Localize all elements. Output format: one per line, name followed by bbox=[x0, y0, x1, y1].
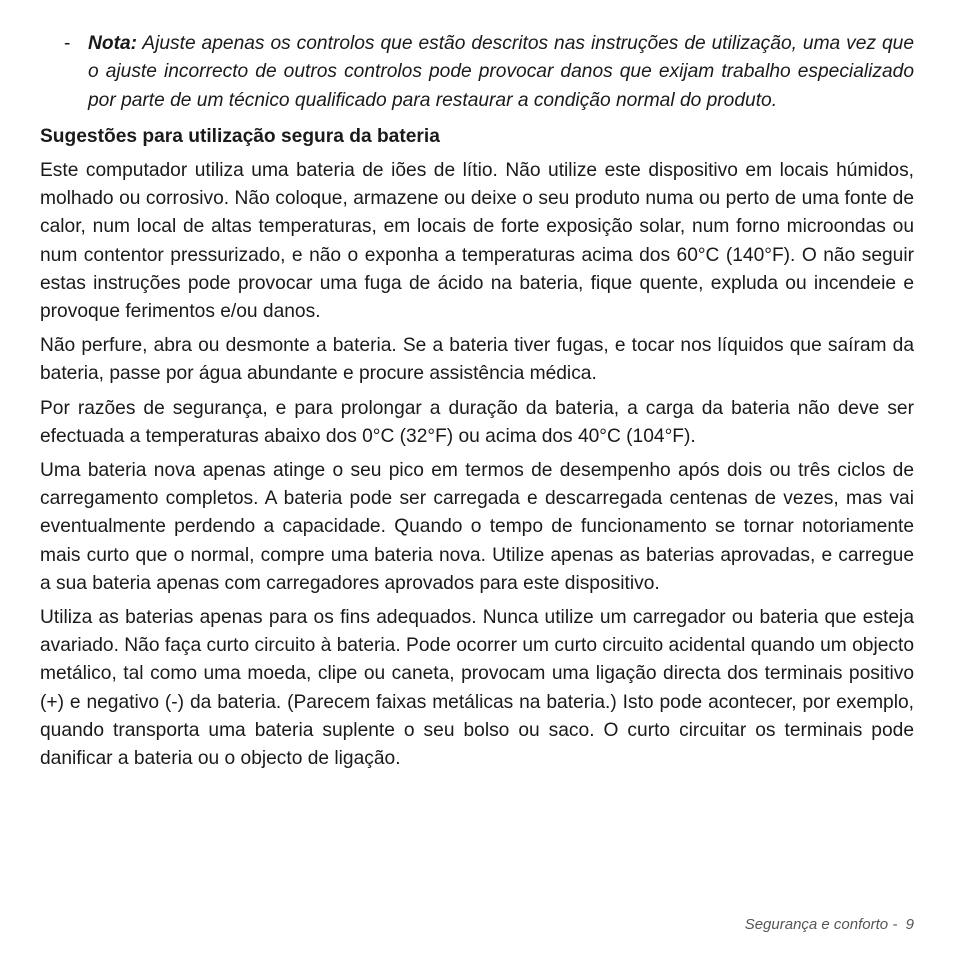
footer-separator: - bbox=[892, 916, 898, 933]
paragraph-puncture-warning: Não perfure, abra ou desmonte a bateria. Se a bateria tiver fugas, e tocar nos líquidos que saíram da bateria, passe por água abundante e procure assistência médica. bbox=[40, 335, 914, 385]
list-dash: - bbox=[64, 33, 71, 54]
paragraph-battery-lifetime: Uma bateria nova apenas atinge o seu pico em termos de desempenho após dois ou três ciclos de carregamento completos. A bateria pode ser carregada e descarregada centenas de vezes, mas vai eventualmente perdendo a capacidade. Quando o tempo de funcionamento se tornar notoriamente mais curto que o normal, compre uma bateria nova. Utilize apenas as baterias aprovadas, e carregue a sua bateria apenas com carregadores aprovados para este dispositivo. bbox=[40, 459, 914, 594]
paragraph-short-circuit: Utiliza as baterias apenas para os fins adequados. Nunca utilize um carregador ou bateria que esteja avariado. Não faça curto circuito à bateria. Pode ocorrer um curto circuito acidental quando um objecto metálico, tal como uma moeda, clipe ou caneta, provocam uma ligação directa dos terminais positivo (+) e negativo (-) da bateria. (Parecem faixas metálicas na bateria.) Isto pode acontecer, por exemplo, quando transporta uma bateria suplente o seu bolso ou saco. O curto circuitar os terminais pode danificar a bateria ou o objecto de ligação. bbox=[40, 606, 914, 769]
footer-section-title: Segurança e conforto bbox=[744, 916, 889, 933]
paragraph-lithium-warning: Este computador utiliza uma bateria de iões de lítio. Não utilize este dispositivo em locais húmidos, molhado ou corrosivo. Não coloque, armazene ou deixe o seu produto numa ou perto de uma fonte de calor, num local de altas temperaturas, em locais de forte exposição solar, num forno microondas ou num contentor pressurizado, e não o exponha a temperaturas acima dos 60°C (140°F). O não seguir estas instruções pode provocar uma fuga de ácido na bateria, fique quente, expluda ou incendeie e provoque ferimentos e/ou danos. bbox=[40, 159, 914, 322]
section-heading: Sugestões para utilização segura da bateria bbox=[40, 125, 440, 147]
document-page bbox=[40, 30, 914, 779]
note-text: Ajuste apenas os controlos que estão descritos nas instruções de utilização, uma vez que o ajuste incorrecto de outros controlos pode provocar danos que exijam trabalho especializado por parte de um técnico qualificado para restaurar a condição normal do produto. bbox=[88, 33, 914, 111]
page-number: 9 bbox=[905, 916, 914, 933]
note-block bbox=[40, 30, 914, 115]
paragraph-charging-temperature: Por razões de segurança, e para prolongar a duração da bateria, a carga da bateria não deve ser efectuada a temperaturas abaixo dos 0°C (32°F) ou acima dos 40°C (104°F). bbox=[40, 397, 914, 447]
note-label: Nota: bbox=[88, 33, 138, 54]
page-footer bbox=[745, 916, 914, 933]
